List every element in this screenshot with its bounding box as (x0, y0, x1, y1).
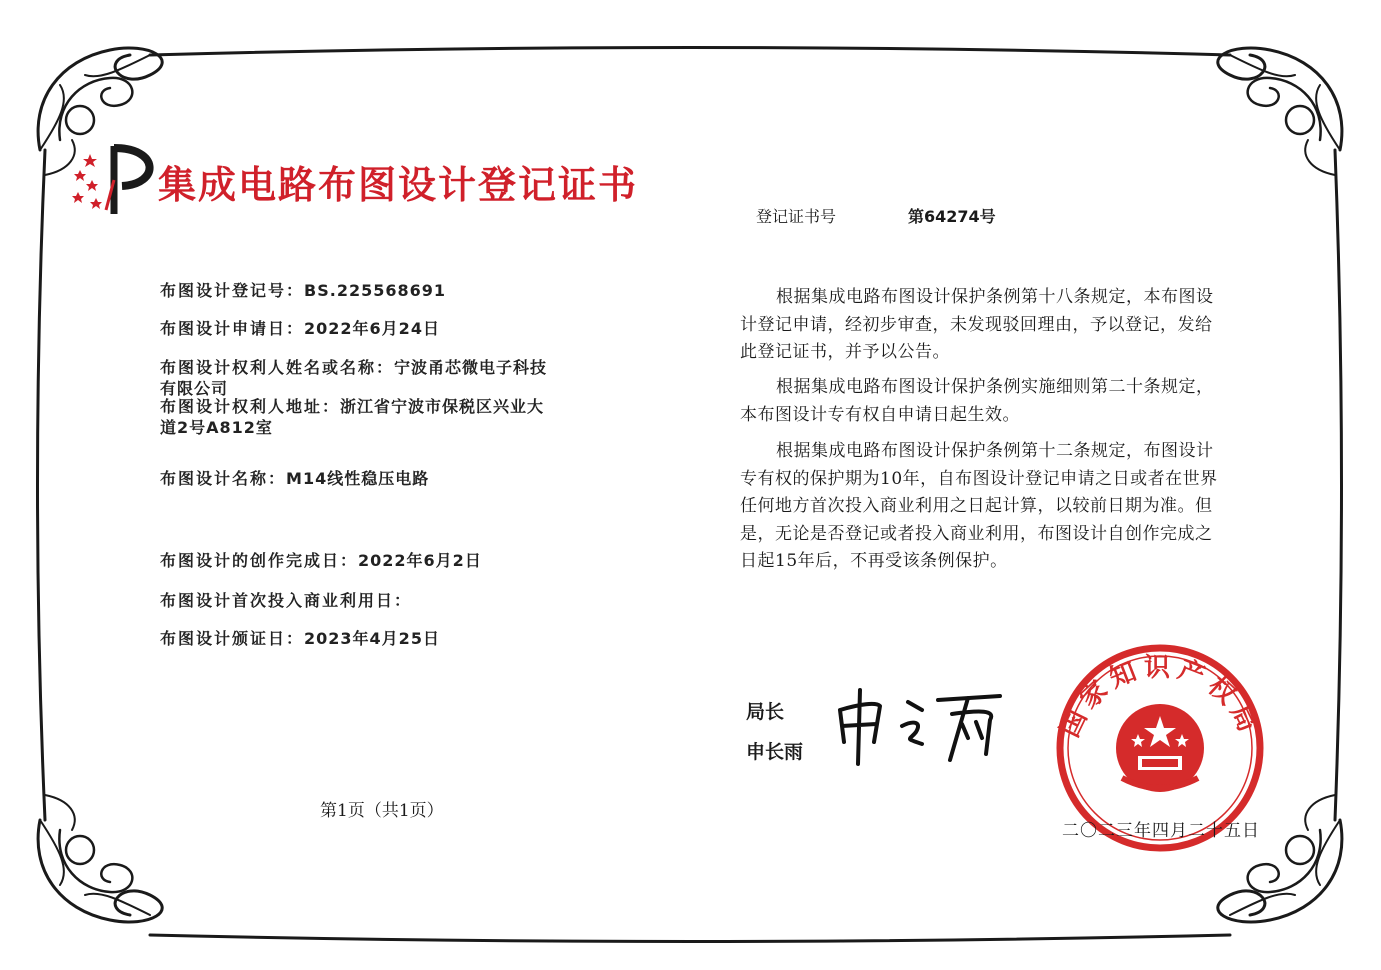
field-value: 2022年6月2日 (358, 551, 482, 570)
issue-date-chinese: 二〇二三年四月二十五日 (1062, 821, 1260, 841)
field-registration-no (160, 278, 446, 301)
field-label: 布图设计权利人地址： (160, 397, 341, 416)
certificate-title: 集成电路布图设计登记证书 (158, 162, 639, 207)
field-label: 布图设计登记号： (160, 281, 305, 300)
field-owner-address (160, 394, 544, 417)
paragraph-line: 专有权的保护期为10年，自布图设计登记申请之日或者在世界 (740, 468, 1218, 489)
paragraph-line: 此登记证书，并予以公告。 (740, 342, 950, 362)
signer-name: 申长雨 (746, 741, 804, 763)
field-label: 布图设计颁证日： (160, 629, 305, 648)
paragraph-line: 根据集成电路布图设计保护条例第十二条规定，布图设计 (776, 441, 1214, 461)
paragraph-line: 任何地方首次投入商业利用之日起计算，以较前日期为准。但 (740, 496, 1213, 516)
paragraph-1 (740, 284, 1242, 367)
field-value: M14线性稳压电路 (286, 469, 430, 488)
field-label: 布图设计申请日： (160, 319, 305, 338)
handwritten-signature (830, 680, 1030, 770)
field-application-date (160, 316, 440, 339)
field-owner-address-cont (160, 415, 273, 438)
field-label: 布图设计权利人姓名或名称： (160, 358, 395, 377)
field-value: 浙江省宁波市保税区兴业大 (340, 397, 545, 416)
field-value: 2023年4月25日 (304, 629, 440, 648)
field-commercial-use-date (160, 588, 412, 611)
ip-emblem-icon (70, 140, 160, 220)
certificate-number-label: 登记证书号 (756, 207, 837, 226)
field-value: 有限公司 (160, 379, 229, 398)
field-issue-date (160, 626, 440, 649)
certificate-header (70, 140, 670, 220)
field-value: 宁波甬芯微电子科技 (394, 358, 548, 377)
paragraph-2 (740, 374, 1242, 429)
field-label: 布图设计首次投入商业利用日： (160, 591, 413, 610)
paragraph-line: 是，无论是否登记或者投入商业利用，布图设计自创作完成之 (740, 523, 1213, 544)
field-value: 2022年6月24日 (304, 319, 440, 338)
national-emblem-icon (1116, 704, 1204, 792)
signer-role: 局长 (746, 701, 785, 723)
field-value: BS.225568691 (304, 281, 447, 300)
paragraph-line: 根据集成电路布图设计保护条例实施细则第二十条规定， (776, 377, 1214, 397)
field-design-name (160, 466, 429, 489)
field-owner-name (160, 355, 547, 378)
paragraph-line: 本布图设计专有权自申请日起生效。 (740, 404, 1020, 425)
paragraph-line: 计登记申请，经初步审查，未发现驳回理由，予以登记，发给 (740, 314, 1213, 335)
field-label: 布图设计的创作完成日： (160, 551, 359, 570)
certificate-number: 第64274号 (908, 207, 996, 226)
field-label: 布图设计名称： (160, 469, 287, 488)
paragraph-line: 日起15年后，不再受该条例保护。 (740, 551, 1008, 571)
field-value: 道2号A812室 (160, 418, 273, 437)
page-number: 第1页（共1页） (320, 801, 444, 821)
seal-text: 国家知识产权局 (1054, 653, 1266, 742)
paragraph-line: 根据集成电路布图设计保护条例第十八条规定，本布图设 (776, 287, 1214, 307)
field-creation-date (160, 548, 482, 571)
paragraph-3 (740, 438, 1242, 576)
